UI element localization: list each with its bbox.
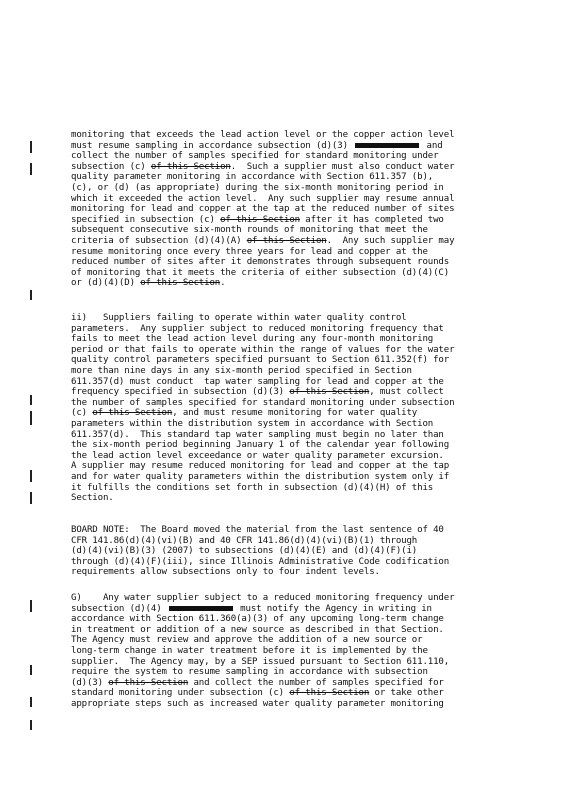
text-line: through (d)(4)(F)(iii), since Illinois Administrative Code codification	[71, 556, 450, 567]
text-line: quality control parameters specified pursuant to Section 611.352(f) for	[71, 355, 450, 366]
text-line: criteria of subsection (d)(4)(A) of this Section. Any such supplier may	[71, 235, 455, 246]
struck-text: of this Section	[108, 677, 189, 688]
text-line: specified in subsection (c) of this Section after it has completed two	[71, 214, 444, 225]
paragraph	[71, 525, 511, 578]
struck-text: of this Section	[289, 387, 370, 398]
text-line: of monitoring that it meets the criteria of either subsection (d)(4)(C)	[71, 267, 450, 278]
text-line: long-term change in water treatment before it is implemented by the	[71, 645, 428, 656]
text-line: must resume sampling in accordance subsection (d)(3) and	[71, 140, 443, 151]
text-line: requirements allow subsections only to four indent levels.	[71, 567, 380, 578]
text-line: more than nine days in any six-month period specified in Section	[71, 365, 412, 376]
redaction-bar	[355, 143, 419, 148]
text-line: accordance with Section 611.360(a)(3) of any upcoming long-term change	[71, 614, 444, 625]
paragraph	[71, 593, 511, 710]
text-line: ii) Suppliers failing to operate within water quality control	[71, 313, 407, 323]
text-line: in treatment or addition of a new source as described in that Section.	[71, 624, 444, 635]
text-line: 611.357(d). This standard tap water sampling must begin no later than	[71, 429, 444, 440]
text-line: the number of samples specified for standard monitoring under subsection	[71, 397, 455, 408]
text-line: G) Any water supplier subject to a reduced monitoring frequency under	[71, 593, 455, 603]
revision-bar	[30, 141, 32, 153]
text-line: parameters within the distribution system in accordance with Section	[71, 418, 434, 429]
revision-bar	[30, 470, 32, 482]
struck-text: of this Section	[150, 161, 231, 172]
text-line: monitoring that exceeds the lead action level or the copper action level	[71, 130, 455, 140]
text-line: fails to meet the lead action level during any four-month monitoring	[71, 334, 434, 345]
text-line: monitoring for lead and copper at the tap at the reduced number of sites	[71, 204, 455, 215]
revision-bar	[30, 720, 32, 730]
text-line: parameters. Any supplier subject to reduced monitoring frequency that	[71, 323, 444, 334]
struck-text: of this Section	[220, 214, 300, 225]
text-line: quality parameter monitoring in accordance with Section 611.357 (b),	[71, 172, 434, 183]
struck-text: of this Section	[289, 688, 370, 699]
revision-bar	[30, 665, 32, 675]
redaction-bar	[169, 606, 233, 611]
revision-bar	[30, 395, 32, 405]
revision-bar	[30, 290, 32, 300]
text-line: the lead action level exceedance or water quality parameter excursion.	[71, 450, 444, 461]
revision-bar	[30, 600, 32, 612]
text-line: (c) of this Section, and must resume monitoring for water quality	[71, 408, 418, 419]
text-line: period or that fails to operate within the range of values for the water	[71, 344, 455, 355]
struck-text: of this Section	[246, 235, 327, 246]
text-line: supplier. The Agency may, by a SEP issued pursuant to Section 611.110,	[71, 656, 450, 667]
text-line: subsection (c) of this Section. Such a supplier must also conduct water	[71, 161, 455, 172]
text-line: frequency specified in subsection (d)(3) of this Section, must collect	[71, 387, 444, 398]
text-line: reduced number of sites after it demonstrates through subsequent rounds	[71, 257, 450, 268]
text-line: subsection (d)(4) must notify the Agency in writing in	[71, 603, 432, 614]
text-line: The Agency must review and approve the addition of a new source or	[71, 635, 423, 646]
text-line: and for water quality parameters within the distribution system only if	[71, 471, 450, 482]
text-line: it fulfills the conditions set forth in subsection (d)(4)(H) of this	[71, 482, 434, 493]
text-line: BOARD NOTE: The Board moved the material from the last sentence of 40	[71, 525, 444, 535]
text-line: which it exceeded the action level. Any such supplier may resume annual	[71, 193, 455, 204]
paragraph	[71, 313, 511, 504]
text-line: the six-month period beginning January 1 of the calendar year following	[71, 440, 450, 451]
text-line: Section.	[71, 493, 114, 504]
text-line: appropriate steps such as increased water quality parameter monitoring	[71, 698, 444, 709]
text-line: require the system to resume sampling in accordance with subsection	[71, 667, 428, 678]
revision-bar	[30, 163, 32, 175]
text-line: or (d)(4)(D) of this Section.	[71, 278, 226, 289]
struck-text: of this Section	[140, 278, 221, 289]
text-line: (c), or (d) (as appropriate) during the six-month monitoring period in	[71, 182, 444, 193]
text-line: CFR 141.86(d)(4)(vi)(B) and 40 CFR 141.86(d)(4)(vi)(B)(1) through	[71, 535, 418, 546]
paragraph	[71, 130, 511, 289]
revision-bar	[30, 411, 32, 425]
revision-bar	[30, 492, 32, 504]
struck-text: of this Section	[92, 408, 173, 419]
text-line: (d)(3) of this Section and collect the number of samples specified for	[71, 677, 444, 688]
text-line: A supplier may resume reduced monitoring for lead and copper at the tap	[71, 461, 450, 472]
text-line: standard monitoring under subsection (c) of this Section or take other	[71, 688, 444, 699]
text-line: collect the number of samples specified for standard monitoring under	[71, 151, 439, 162]
text-line: subsequent consecutive six-month rounds of monitoring that meet the	[71, 225, 428, 236]
text-line: (d)(4)(vi)(B)(3) (2007) to subsections (d)(4)(E) and (d)(4)(F)(i)	[71, 546, 418, 557]
text-line: 611.357(d) must conduct tap water sampling for lead and copper at the	[71, 376, 444, 387]
text-line: resume monitoring once every three years for lead and copper at the	[71, 246, 428, 257]
revision-bar	[30, 697, 32, 707]
